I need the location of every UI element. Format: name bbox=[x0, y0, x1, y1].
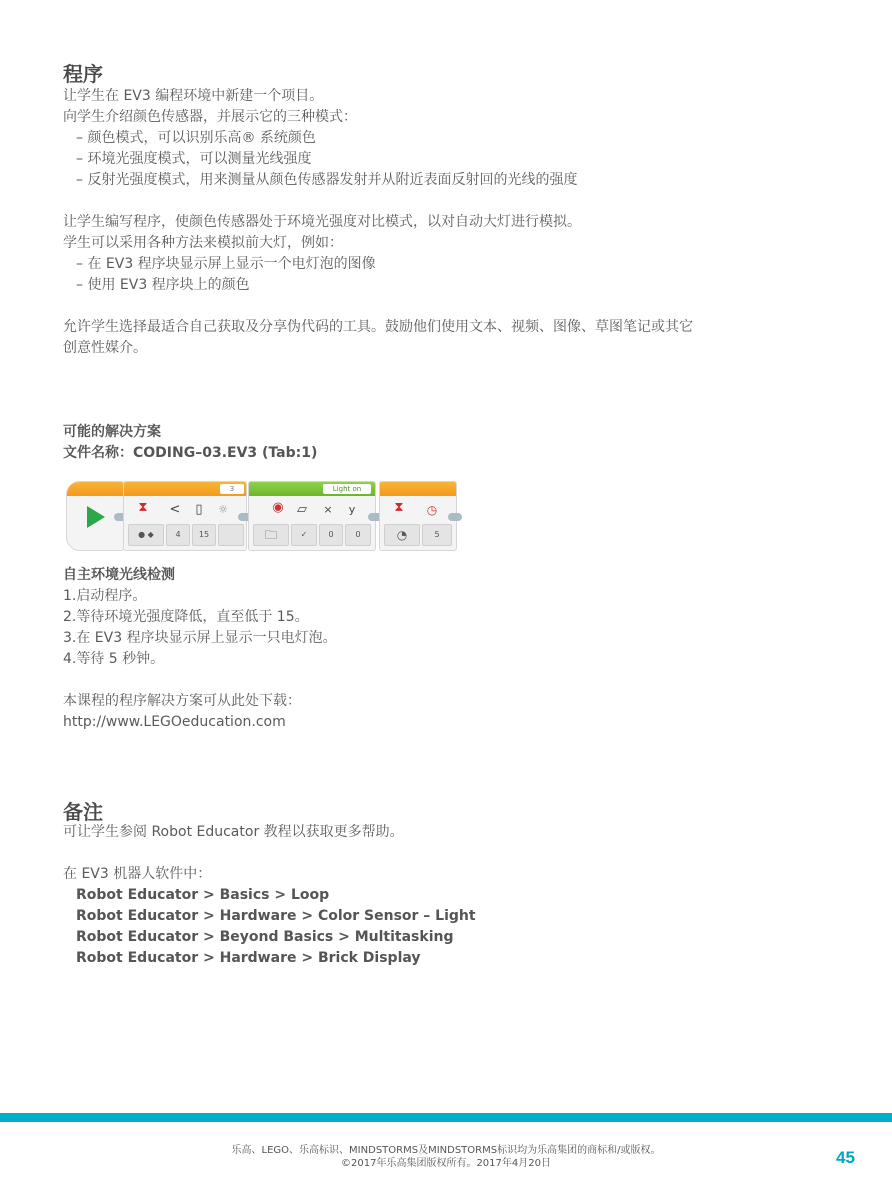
mode-item: – 反射光强度模式，用来测量从颜色传感器发射并从附近表面反射回的光线的强度 bbox=[76, 172, 578, 188]
task-line: 让学生编写程序，使颜色传感器处于环境光强度对比模式，以对自动大灯进行模拟。 bbox=[63, 214, 581, 230]
connector bbox=[448, 513, 462, 521]
ambient-light-icon: ☼ bbox=[218, 503, 228, 516]
task-line: 学生可以采用各种方法来模拟前大灯，例如： bbox=[63, 235, 343, 251]
seconds-field[interactable]: 5 bbox=[422, 524, 452, 546]
footer-trademark: 乐高、LEGO、乐高标识、MINDSTORMS及MINDSTORMS标识均为乐高集团的商标和/或版权。 bbox=[231, 1145, 661, 1156]
method-item: – 在 EV3 程序块显示屏上显示一个电灯泡的图像 bbox=[76, 256, 376, 272]
download-label: 本课程的程序解决方案可从此处下载： bbox=[63, 693, 301, 709]
wait-timer-block bbox=[379, 481, 457, 551]
mode-selector[interactable]: ● ◆ bbox=[128, 524, 164, 546]
clear-screen-toggle[interactable]: ✓ bbox=[291, 524, 317, 546]
steps-title: 自主环境光线检测 bbox=[63, 567, 175, 583]
compare-type-field[interactable]: 4 bbox=[166, 524, 190, 546]
step-item: 4.等待 5 秒钟。 bbox=[63, 651, 165, 667]
robot-educator-link: Robot Educator > Hardware > Brick Display bbox=[76, 950, 421, 966]
step-item: 1.启动程序。 bbox=[63, 588, 147, 604]
hourglass-icon: ⧗ bbox=[394, 500, 404, 515]
play-icon bbox=[87, 506, 105, 528]
solution-filename: 文件名称：CODING–03.EV3 (Tab:1) bbox=[63, 445, 318, 461]
footer-copyright: ©2017年乐高集团版权所有。2017年4月20日 bbox=[341, 1158, 551, 1169]
intro-line: 让学生在 EV3 编程环境中新建一个项目。 bbox=[63, 88, 324, 104]
display-block bbox=[248, 481, 376, 551]
port-field[interactable]: 3 bbox=[220, 484, 244, 494]
robot-educator-link: Robot Educator > Hardware > Color Sensor – Light bbox=[76, 908, 476, 924]
hourglass-icon: ⧗ bbox=[138, 500, 148, 515]
less-than-icon: < bbox=[169, 502, 181, 517]
step-item: 3.在 EV3 程序块显示屏上显示一只电灯泡。 bbox=[63, 630, 337, 646]
threshold-field[interactable]: 15 bbox=[192, 524, 216, 546]
mode-item: – 颜色模式，可以识别乐高® 系统颜色 bbox=[76, 130, 316, 146]
x-coordinate-icon: × bbox=[323, 503, 333, 516]
footer-accent-bar bbox=[0, 1113, 892, 1122]
intro-line: 向学生介绍颜色传感器，并展示它的三种模式： bbox=[63, 109, 357, 125]
wait-sensor-block bbox=[123, 481, 247, 551]
notes-line: 在 EV3 机器人软件中： bbox=[63, 866, 212, 882]
y-field[interactable]: 0 bbox=[345, 524, 371, 546]
page-number: 45 bbox=[836, 1148, 855, 1167]
output-field[interactable] bbox=[218, 524, 244, 546]
tools-line: 允许学生选择最适合自己获取及分享伪代码的工具。鼓励他们使用文本、视频、图像、草图笔记或其它 bbox=[63, 319, 693, 335]
method-item: – 使用 EV3 程序块上的颜色 bbox=[76, 277, 250, 293]
timer-icon: ◷ bbox=[426, 503, 438, 517]
download-link[interactable]: http://www.LEGOeducation.com bbox=[63, 714, 286, 730]
eraser-icon: ▱ bbox=[297, 502, 307, 517]
tools-line: 创意性媒介。 bbox=[63, 340, 147, 356]
file-select[interactable]: 🗀 bbox=[253, 524, 289, 546]
program-body bbox=[63, 86, 693, 359]
color-sensor-icon: ▯ bbox=[195, 502, 203, 517]
solution-heading: 可能的解决方案 bbox=[63, 424, 161, 440]
x-field[interactable]: 0 bbox=[319, 524, 343, 546]
notes-heading: 备注 bbox=[63, 800, 103, 824]
robot-educator-link: Robot Educator > Basics > Loop bbox=[76, 887, 330, 903]
ev3-program-image bbox=[66, 481, 478, 553]
robot-educator-link: Robot Educator > Beyond Basics > Multitasking bbox=[76, 929, 454, 945]
display-icon: ◉ bbox=[272, 500, 284, 515]
steps-list bbox=[63, 565, 337, 733]
mode-item: – 环境光强度模式，可以测量光线强度 bbox=[76, 151, 312, 167]
display-file-name[interactable]: Light on bbox=[323, 484, 371, 494]
program-heading: 程序 bbox=[63, 62, 103, 86]
notes-line: 可让学生参阅 Robot Educator 教程以获取更多帮助。 bbox=[63, 824, 404, 840]
notes-body bbox=[63, 822, 476, 969]
step-item: 2.等待环境光强度降低，直至低于 15。 bbox=[63, 609, 309, 625]
timer-mode-selector[interactable]: ◔ bbox=[384, 524, 420, 546]
y-coordinate-icon: y bbox=[348, 503, 356, 516]
